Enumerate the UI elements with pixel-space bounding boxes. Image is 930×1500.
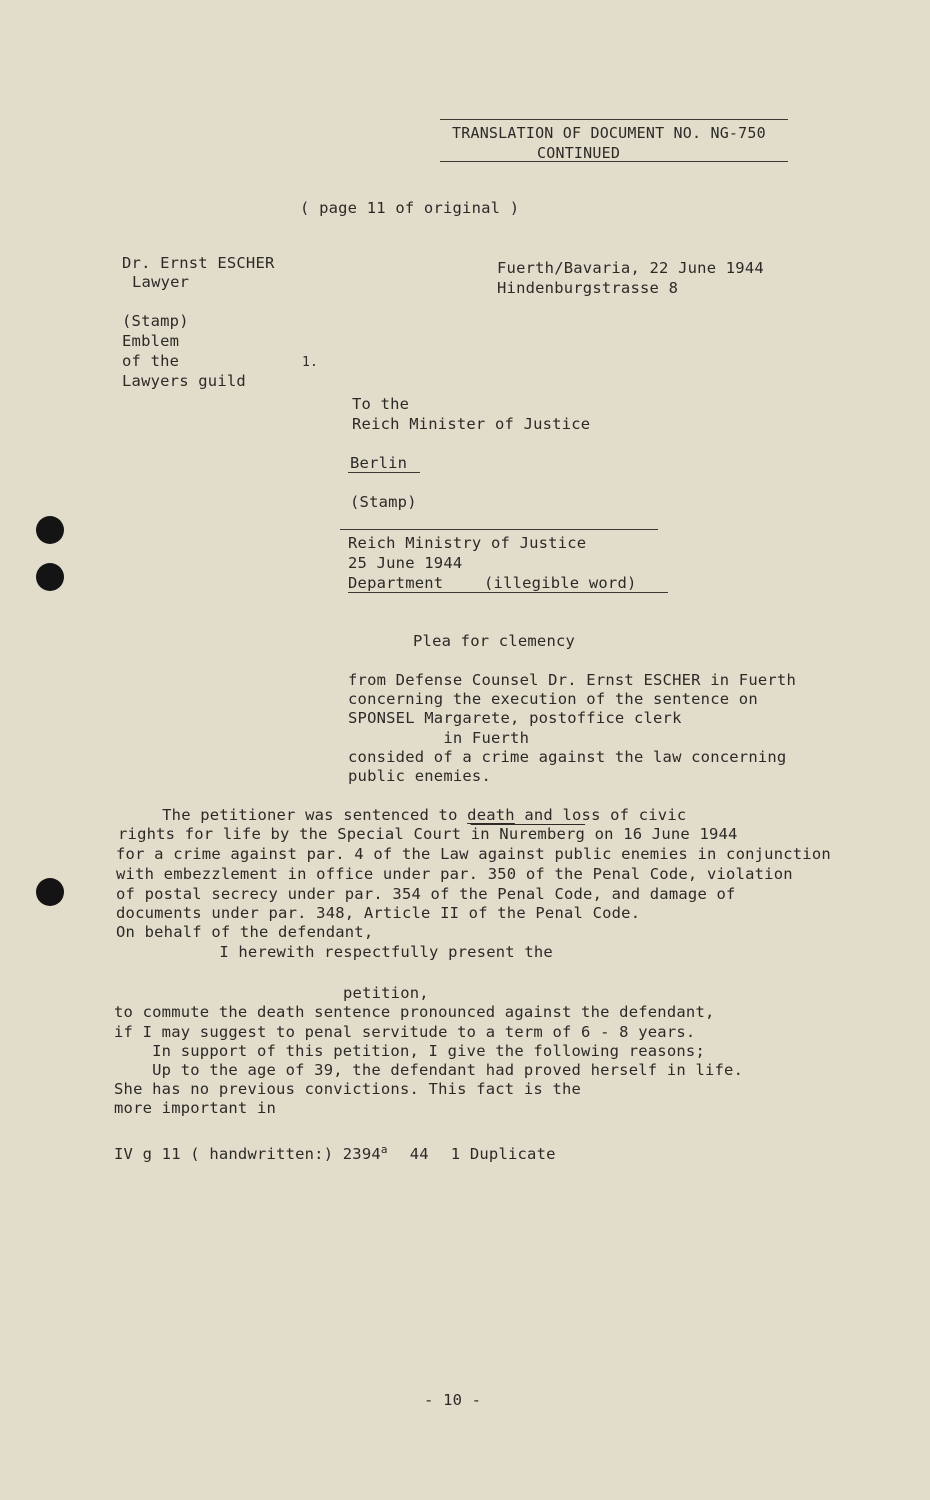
recipient-line-1: To the	[352, 395, 410, 413]
body-line-11: In support of this petition, I give the following reasons;	[114, 1042, 705, 1060]
concerning-line-4: in Fuerth	[348, 729, 530, 747]
section-mark: 1.	[302, 355, 319, 370]
concerning-line-3: SPONSEL Margarete, postoffice clerk	[348, 709, 682, 727]
body-line-9: to commute the death sentence pronounced against the defendant,	[114, 1003, 715, 1021]
footer-reference-superscript: a	[380, 1143, 388, 1156]
body-line-1	[124, 805, 686, 825]
body-line-4: with embezzlement in office under par. 350 of the Penal Code, violation	[116, 865, 793, 883]
body-line-1-b: and loss of civic	[514, 806, 687, 824]
concerning-line-5: consided of a crime against the law concerning	[348, 748, 787, 766]
recipient-line-2: Reich Minister of Justice	[352, 415, 591, 433]
received-stamp-rule-top	[340, 529, 658, 530]
body-line-13: She has no previous convictions. This fact is the	[114, 1080, 582, 1098]
page-reference: ( page 11 of original )	[300, 199, 520, 217]
place-date: Fuerth/Bavaria, 22 June 1944	[497, 259, 764, 277]
document-title: TRANSLATION OF DOCUMENT NO. NG-750	[452, 124, 766, 142]
concerning-line-6: public enemies.	[348, 767, 491, 785]
body-line-1-underlined: death	[467, 806, 515, 824]
body-line-2	[118, 824, 738, 844]
body-line-8: I herewith respectfully present the	[124, 943, 553, 961]
body-line-6: documents under par. 348, Article II of the Penal Code.	[116, 904, 641, 922]
received-stamp-department: Department	[348, 574, 444, 592]
footer-reference-text: IV g 11 ( handwritten:) 2394	[114, 1145, 381, 1164]
footer-duplicate: 1 Duplicate	[450, 1145, 556, 1164]
sender-stamp-line-4: Lawyers guild	[122, 372, 246, 390]
received-stamp-illegible: (illegible word)	[484, 574, 637, 592]
header-rule-bottom	[440, 161, 788, 162]
sender-stamp-line-3: of the	[122, 352, 180, 370]
body-line-14: more important in	[114, 1099, 277, 1117]
body-line-2-b: on 16 June 1944	[585, 825, 738, 843]
body-line-2-a: rights for life by the Special Court	[118, 825, 471, 843]
sender-stamp-line-2: Emblem	[122, 332, 180, 350]
petition-heading: petition,	[343, 984, 429, 1002]
body-line-10: if I may suggest to penal servitude to a term of 6 - 8 years.	[114, 1023, 696, 1041]
punch-hole-bottom	[36, 878, 64, 906]
sender-name: Dr. Ernst ESCHER	[122, 254, 275, 272]
body-line-12: Up to the age of 39, the defendant had proved herself in life.	[114, 1061, 744, 1079]
concerning-line-2: concerning the execution of the sentence on	[348, 690, 758, 708]
recipient-city: Berlin	[350, 454, 408, 472]
footer-reference-number: 44	[409, 1145, 429, 1164]
recipient-stamp-label: (Stamp)	[350, 493, 417, 511]
page-number: - 10 -	[424, 1391, 482, 1409]
footer-reference	[114, 1140, 556, 1164]
punch-hole-top	[36, 516, 64, 544]
street-address: Hindenburgstrasse 8	[497, 279, 679, 297]
document-subtitle: CONTINUED	[537, 144, 621, 162]
received-stamp-ministry: Reich Ministry of Justice	[348, 534, 587, 552]
concerning-line-1: from Defense Counsel Dr. Ernst ESCHER in Fuerth	[348, 671, 796, 689]
sender-title: Lawyer	[132, 273, 190, 291]
punch-hole-middle	[36, 563, 64, 591]
body-line-2-overlined: in Nuremberg	[470, 825, 586, 843]
body-line-3: for a crime against par. 4 of the Law against public enemies in conjunction	[116, 845, 831, 863]
recipient-city-underline	[348, 472, 420, 473]
body-line-7: On behalf of the defendant,	[116, 923, 374, 941]
received-stamp-date: 25 June 1944	[348, 554, 463, 572]
sender-stamp-line-1: (Stamp)	[122, 312, 189, 330]
plea-title: Plea for clemency	[413, 632, 576, 650]
body-line-1-a: The petitioner was sentenced to	[124, 806, 468, 824]
body-line-5: of postal secrecy under par. 354 of the Penal Code, and damage of	[116, 885, 736, 903]
received-stamp-rule-bottom	[348, 592, 668, 593]
header-rule-top	[440, 119, 788, 120]
